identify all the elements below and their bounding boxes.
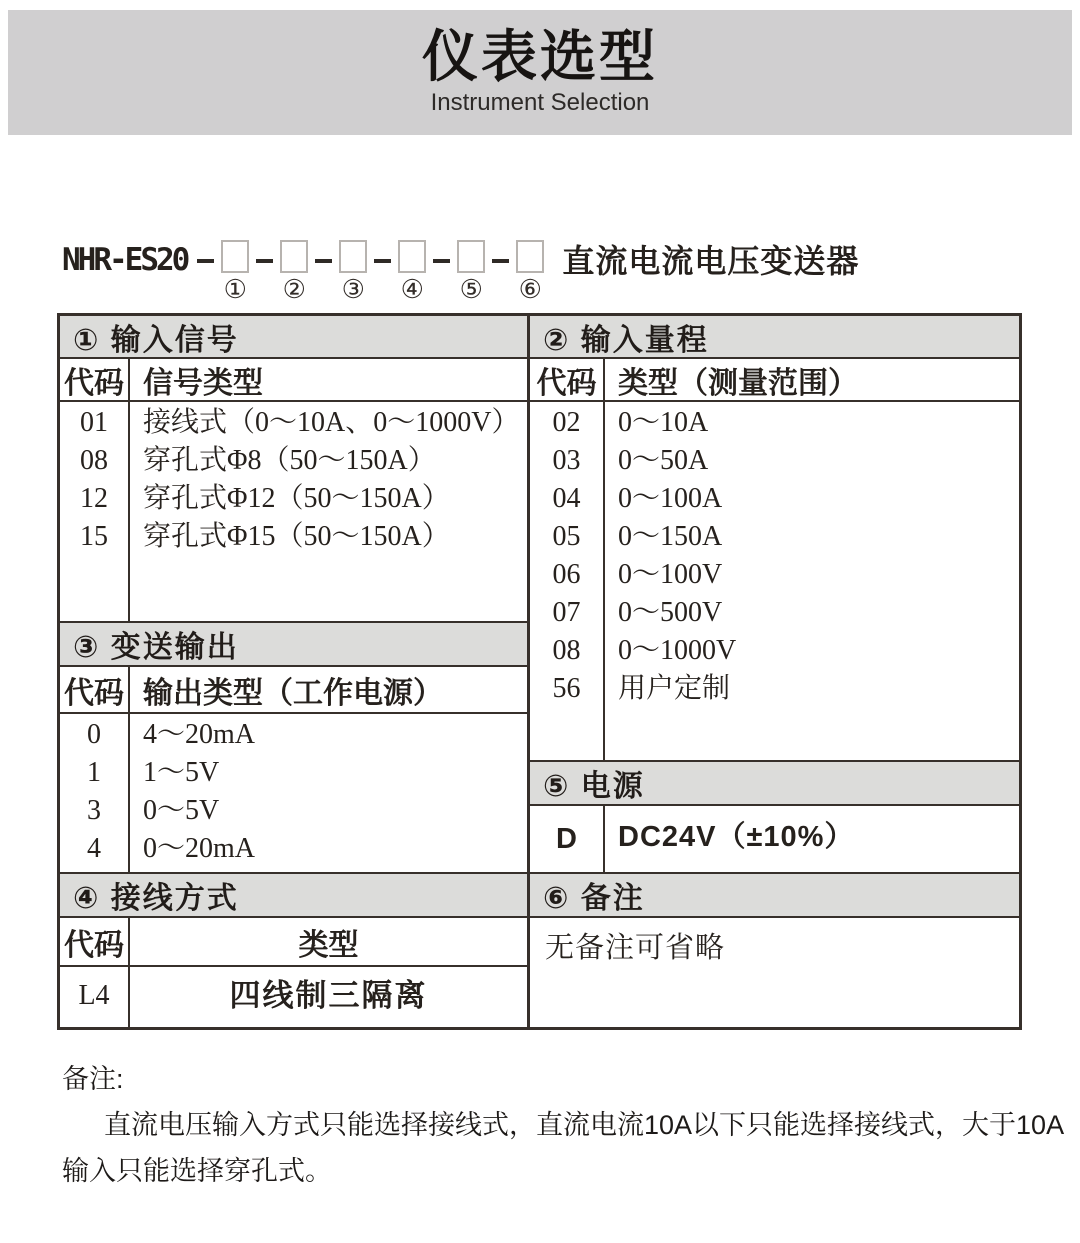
code-cell: 12 [80,483,108,514]
type-cell: 穿孔式Φ8（50～150A） [143,445,436,476]
remark-cell [530,918,1019,1027]
type-column [605,402,1019,760]
circled-number-2: ② [282,275,306,304]
code-cell: L4 [78,980,110,1011]
type-column [605,806,1019,872]
type-cell: 穿孔式Φ15（50～150A） [143,521,450,552]
type-cell: 0～10A [618,407,709,438]
code-cell: 01 [80,407,108,438]
column-header-row [60,918,527,967]
code-column [60,402,130,621]
model-digit-box [221,240,249,273]
dash-separator [492,259,509,263]
code-cell: 08 [552,635,581,666]
code-column [60,967,130,1027]
model-suffix: 直流电流电压变送器 [562,243,860,279]
model-digit-unit [190,235,249,305]
type-column [130,714,527,872]
code-column [530,402,605,760]
code-cell: 07 [552,597,581,628]
type-header-cell: 类型（测量范围） [618,366,858,400]
column-header-row [60,667,527,714]
type-cell: 0～20mA [143,833,256,864]
footer-notes [62,1056,1080,1194]
section-header-input-range: ② 输入量程 [530,316,1019,359]
section-header-remark: ⑥ 备注 [530,872,1019,918]
code-cell: 15 [80,521,108,552]
code-cell: 04 [552,483,581,514]
model-digit-unit [367,235,426,305]
type-cell: 0～1000V [618,635,737,666]
type-column [130,967,527,1027]
section-header-power: ⑤ 电源 [530,760,1019,806]
circled-number-4: ④ [400,275,424,304]
type-header-cell: 输出类型（工作电源） [143,676,443,710]
selection-table [57,313,1022,1030]
output-rows [60,714,527,872]
code-cell: 08 [80,445,108,476]
input-signal-rows [60,402,527,621]
type-cell: 0～100V [618,559,723,590]
notes-label: 备注: [62,1064,124,1094]
type-cell: 0～50A [618,445,709,476]
model-digit-box [339,240,367,273]
type-cell: 穿孔式Φ12（50～150A） [143,483,450,514]
model-digit-unit [485,235,544,305]
code-cell: 56 [552,673,581,704]
code-cell: 0 [87,719,101,750]
type-cell: 0～150A [618,521,723,552]
table-right-column [530,316,1019,1027]
section-header-input-signal: ① 输入信号 [60,316,527,359]
dash-separator [433,259,450,263]
type-header-cell: 类型 [298,928,359,962]
type-cell: 四线制三隔离 [229,978,428,1013]
code-column [60,714,130,872]
wiring-row [60,967,527,1027]
code-cell: 06 [552,559,581,590]
dash-separator [315,259,332,263]
section-header-output: ③ 变送输出 [60,621,527,667]
code-cell: 3 [87,795,101,826]
model-digit-box [516,240,544,273]
code-header-cell: 代码 [60,359,130,400]
type-cell: 0～500V [618,597,723,628]
model-digit-unit [308,235,367,305]
circled-number-6: ⑥ [518,275,542,304]
page [0,10,1080,1243]
column-header-row [530,359,1019,402]
type-cell: 1～5V [143,757,220,788]
code-header-cell: 代码 [530,359,605,400]
code-header-cell: 代码 [60,667,130,712]
banner [8,10,1072,135]
code-cell: 05 [552,521,581,552]
type-cell: 4～20mA [143,719,256,750]
code-header-cell: 代码 [60,918,130,965]
model-prefix: NHR-ES20 [62,242,188,278]
table-left-column [60,316,530,1027]
type-column [130,402,527,621]
code-cell: 1 [87,757,101,788]
model-digit-box [280,240,308,273]
type-cell: 接线式（0～10A、0～1000V） [143,407,520,438]
notes-line-2: 输入只能选择穿孔式。 [62,1156,332,1186]
code-cell: 4 [87,833,101,864]
type-header-cell: 信号类型 [143,366,263,400]
type-cell: 0～100A [618,483,723,514]
model-digit-unit [249,235,308,305]
code-cell: D [556,823,577,855]
code-column [530,806,605,872]
dash-separator [197,259,214,263]
model-digit-unit [426,235,485,305]
model-code-line [62,235,1080,307]
column-header-row [60,359,527,402]
type-cell: 用户定制 [618,673,731,704]
remark-note: 无备注可省略 [545,932,726,964]
power-row [530,806,1019,872]
notes-line-1: 直流电压输入方式只能选择接线式，直流电流10A以下只能选择接线式，大于10A [104,1110,1065,1140]
section-header-wiring: ④ 接线方式 [60,872,527,918]
model-digit-box [398,240,426,273]
circled-number-5: ⑤ [459,275,483,304]
page-subtitle: Instrument Selection [430,89,650,116]
circled-number-3: ③ [341,275,365,304]
type-cell: DC24V（±10%） [618,821,855,853]
model-digit-box [457,240,485,273]
code-cell: 02 [552,407,581,438]
dash-separator [374,259,391,263]
code-cell: 03 [552,445,581,476]
dash-separator [256,259,273,263]
circled-number-1: ① [223,275,247,304]
type-cell: 0～5V [143,795,220,826]
page-title: 仪表选型 [422,25,658,88]
input-range-rows [530,402,1019,760]
